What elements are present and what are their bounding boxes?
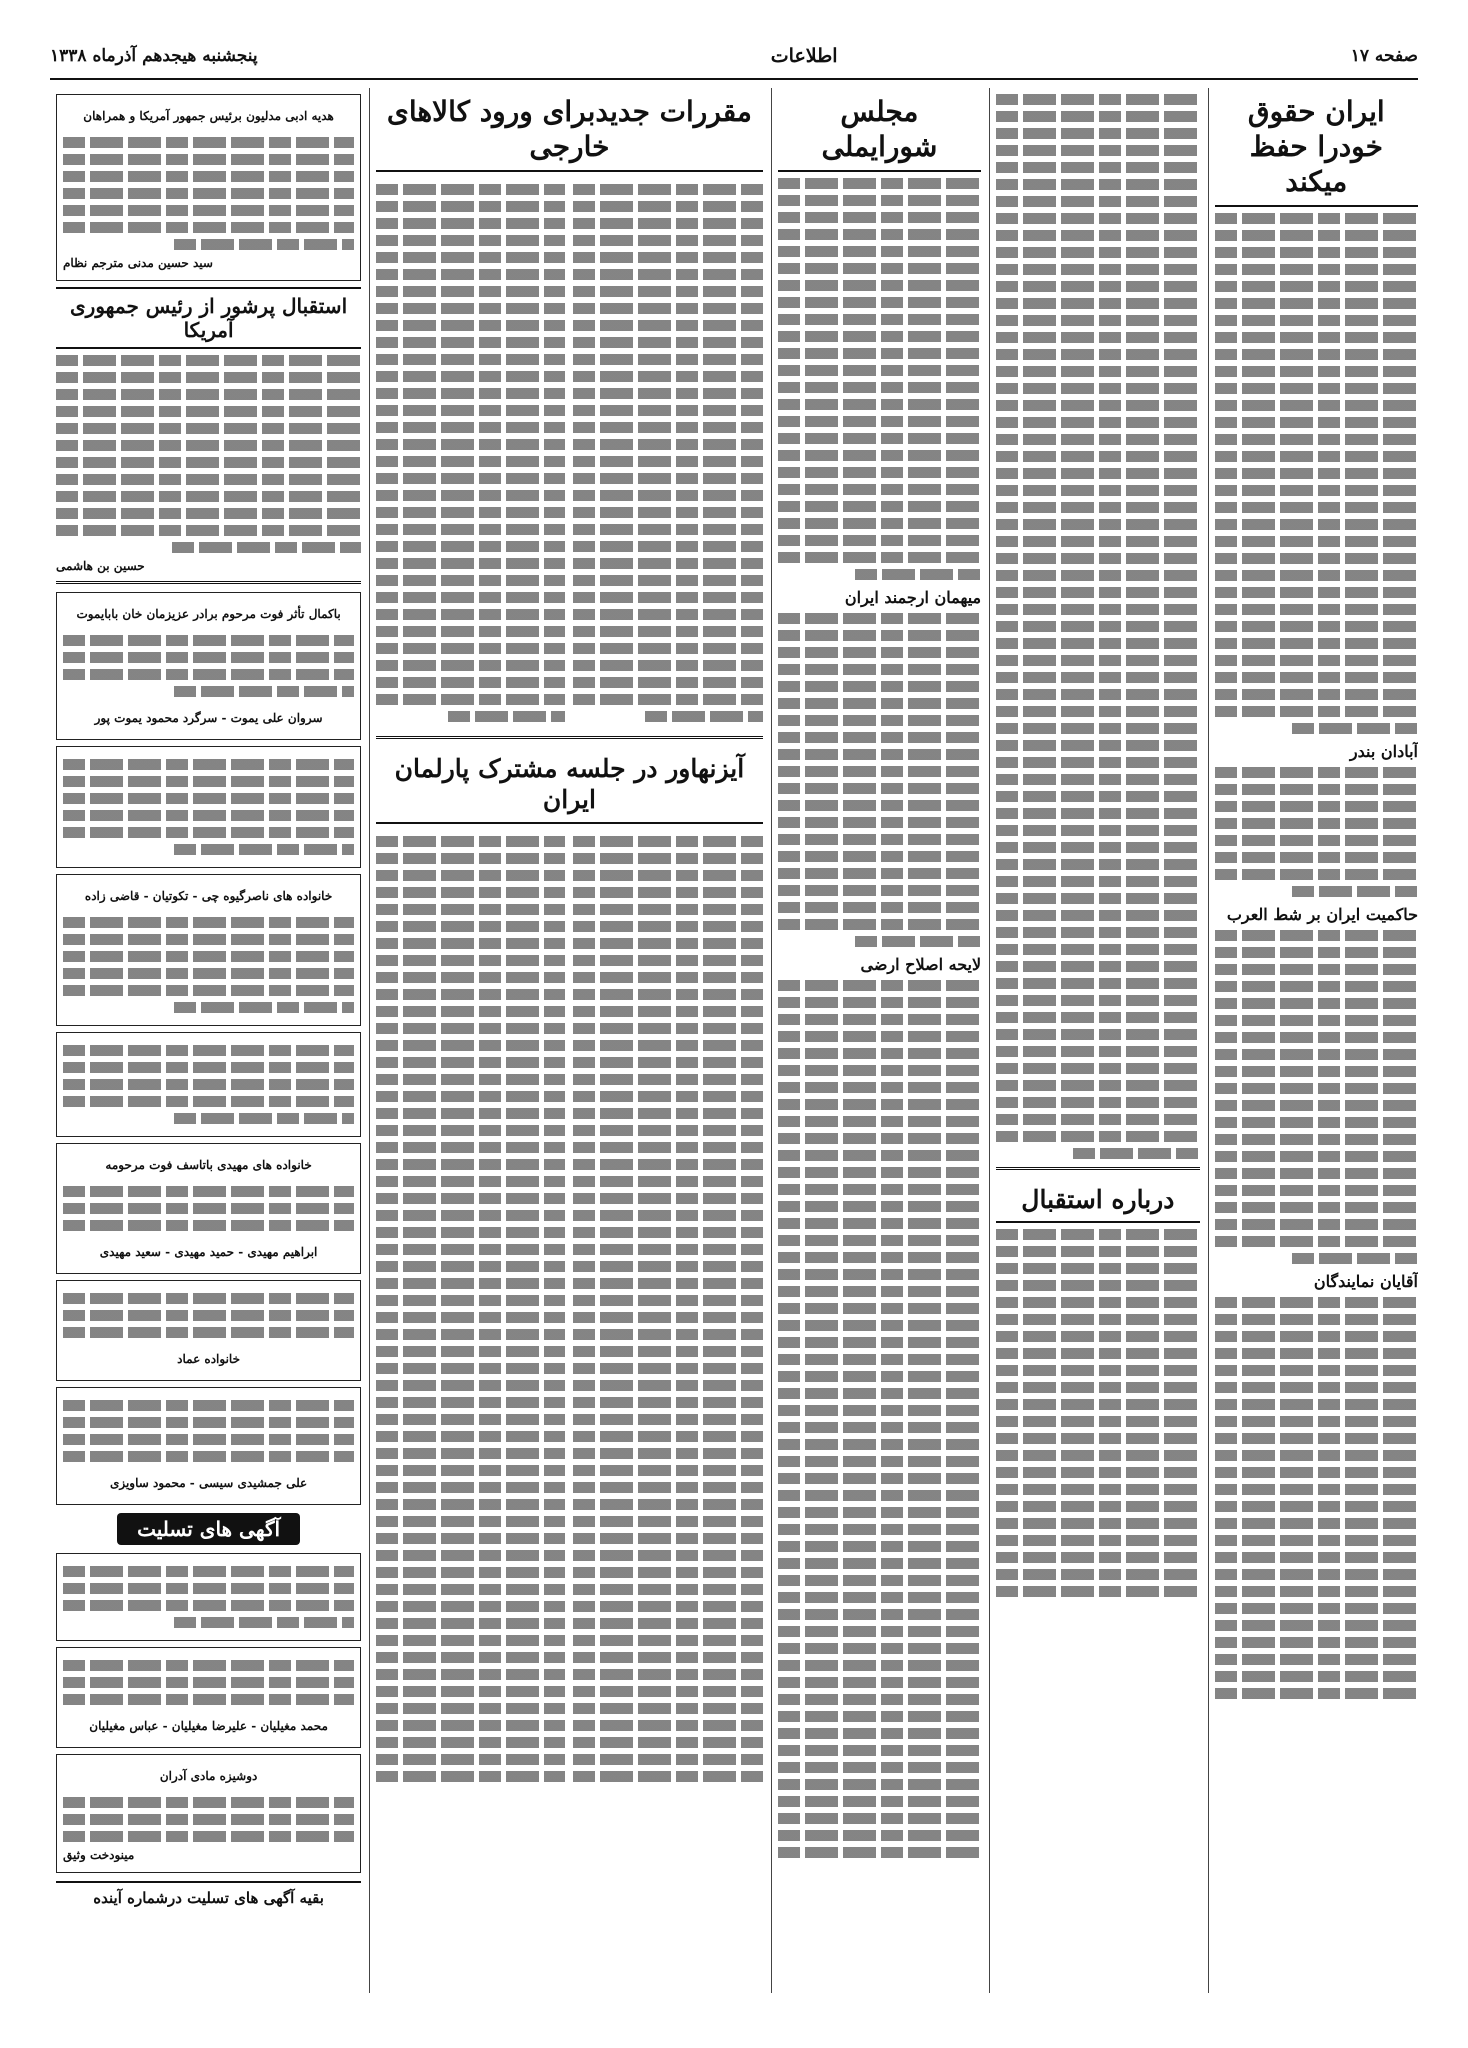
headline-majlis: مجلس شورایملی	[778, 88, 981, 172]
headline-iran-rights: ایران حقوق خودرا حفظ میکند	[1215, 88, 1418, 207]
subhead-guest: میهمان ارجمند ایران	[844, 588, 982, 607]
poem-signature: سید حسین مدنی مترجم نظام	[63, 256, 213, 270]
column-continued	[989, 88, 1199, 1993]
poem-box	[56, 94, 361, 281]
column-majlis	[771, 88, 981, 1993]
notice-4	[56, 1032, 361, 1137]
page-number: صفحه ۱۷	[1350, 46, 1418, 66]
notice-5: خانواده های مهیدی باتاسف فوت مرحومه ابراهیم مهیدی - حمید مهیدی - سعید مهیدی	[56, 1143, 361, 1274]
poem-title: هدیه ادبی مدلیون برئیس جمهور آمریکا و همراهان	[83, 109, 334, 123]
headline-regulations: مقررات جدیدبرای ورود کالاهای خارجی	[376, 88, 763, 172]
headline-president-welcome: استقبال پرشور از رئیس جمهوری آمریکا	[56, 287, 361, 349]
notice-7: علی جمشیدی سیسی - محمود ساویزی	[56, 1387, 361, 1505]
notice-3: خانواده های ناصرگیوه چی - تکوتیان - قاضی زاده	[56, 874, 361, 1026]
headline-welcome: درباره استقبال	[996, 1178, 1199, 1223]
school-signature: مینودخت وثیق	[63, 1848, 135, 1862]
paper-name: اطلاعات	[770, 45, 838, 67]
masthead	[50, 40, 1418, 80]
subhead-sovereignty: حاکمیت ایران بر شط العرب	[1226, 905, 1418, 924]
subhead-land-reform: لایحه اصلاح ارضی	[860, 955, 982, 974]
notice-1: باکمال تأثر فوت مرحوم برادر عزیزمان خان بابایموت سروان علی یموت - سرگرد محمود یموت پور	[56, 592, 361, 740]
column-regulations	[369, 88, 763, 1993]
columns	[50, 88, 1418, 1993]
school-title: دوشیزه مادی آدران	[159, 1769, 258, 1783]
footer-note: بقیه آگهی های تسلیت درشماره آینده	[56, 1881, 361, 1907]
issue-date: پنجشنبه هیجدهم آذرماه ۱۳۳۸	[50, 46, 258, 66]
notice-school	[56, 1754, 361, 1873]
column-notices	[50, 88, 361, 1993]
president-welcome-signature: حسین بن هاشمی	[56, 559, 145, 573]
notice-6: خانواده عماد	[56, 1280, 361, 1381]
notice-8	[56, 1553, 361, 1641]
headline-parliament: آیزنهاور در جلسه مشترک پارلمان ایران	[376, 747, 763, 824]
notice-9: محمد مغیلیان - علیرضا مغیلیان - عباس مغیلیان	[56, 1647, 361, 1748]
subhead-abadan: آبادان بندر	[1349, 742, 1418, 761]
column-iran-rights	[1208, 88, 1418, 1993]
condolence-banner: آگهی های تسلیت	[117, 1513, 300, 1545]
notice-2	[56, 746, 361, 868]
subhead-representatives: آقایان نمایندگان	[1313, 1272, 1418, 1291]
article-body	[1215, 213, 1418, 734]
